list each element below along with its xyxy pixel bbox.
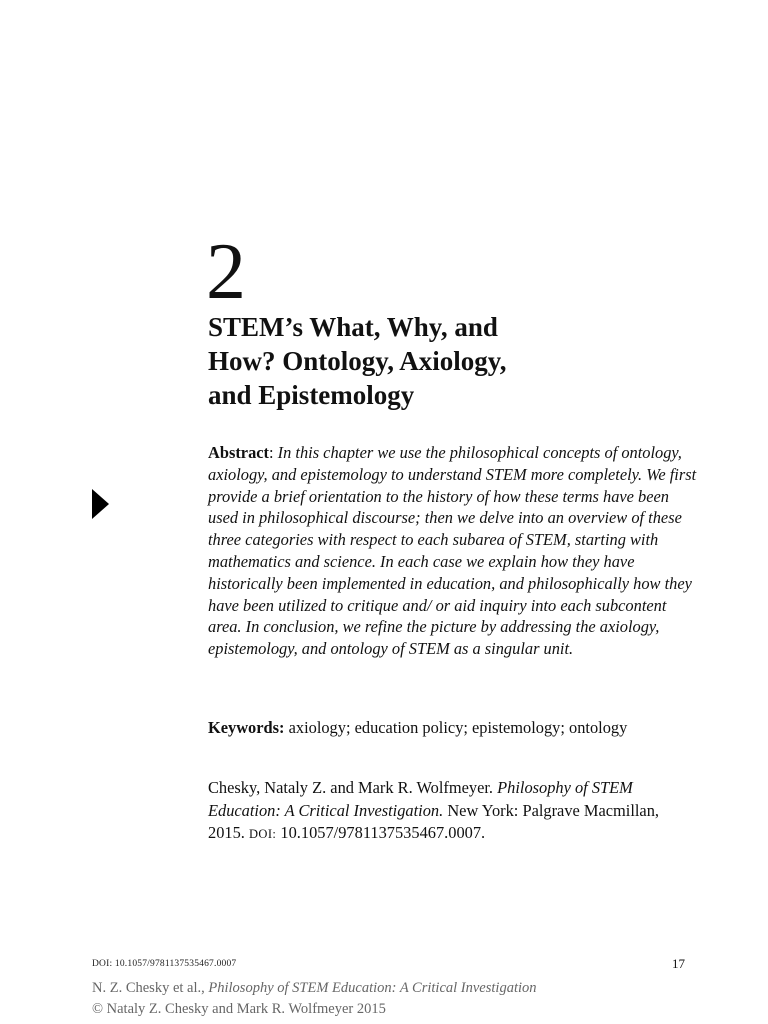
chapter-title-line: and Epistemology xyxy=(208,380,415,410)
keywords-label: Keywords: xyxy=(208,718,285,737)
keywords-text: axiology; education policy; epistemology; ontology xyxy=(288,718,628,737)
chapter-number: 2 xyxy=(206,228,246,316)
citation-authors: Chesky, Nataly Z. and Mark R. Wolfmeyer. xyxy=(208,778,494,797)
abstract: Abstract: In this chapter we use the philosophical concepts of ontology, axiology, and epistemology to understand STEM more completely. We first provide a brief orientation to the history of how these terms have been used in philosophical discourse; then we delve into an overview of these three categories with respect to each subarea of STEM, starting with mathematics and science. In each case we explain how they have historically been implemented in education, and philosophically how they have been utilized to critique and/ or aid inquiry into each subcontent area. In conclusion, we refine the picture by addressing the axiology, epistemology, and ontology of STEM as a singular unit. xyxy=(208,443,697,659)
citation-publisher: New York: Palgrave Macmillan, 2015. xyxy=(208,800,660,842)
keywords xyxy=(208,717,678,739)
page-number: 17 xyxy=(672,956,685,971)
abstract-label: Abstract xyxy=(208,443,269,462)
footer-source-title: Philosophy of STEM Education: A Critical Investigation xyxy=(208,980,537,996)
footer-source-line xyxy=(92,978,537,999)
right-triangle-arrow-icon xyxy=(92,489,109,519)
citation-doi[interactable]: 10.1057/9781137535467.0007. xyxy=(280,823,486,842)
footer-source-authors: N. Z. Chesky et al., xyxy=(92,980,205,996)
chapter-title xyxy=(208,310,648,412)
footer-doi[interactable]: DOI: 10.1057/9781137535467.0007 xyxy=(92,959,237,969)
footer-copyright: © Nataly Z. Chesky and Mark R. Wolfmeyer 2015 xyxy=(92,1001,386,1017)
footer-source xyxy=(92,978,537,1020)
chapter-title-line: STEM’s What, Why, and xyxy=(208,312,498,342)
abstract-text: In this chapter we use the philosophical concepts of ontology, axiology, and epistemology to understand STEM more completely. We first provide a brief orientation to the history of how these terms have been used in philosophical discourse; then we delve into an overview of these three categories with respect to each subarea of STEM, starting with mathematics and science. In each case we explain how they have historically been implemented in education, and philosophically how they have been utilized to critique and/ or aid inquiry into each subcontent area. In conclusion, we refine the picture by addressing the axiology, epistemology, and ontology of STEM as a singular unit. xyxy=(208,443,697,659)
citation xyxy=(208,777,698,846)
chapter-title-line: How? Ontology, Axiology, xyxy=(208,346,507,376)
citation-book-title: Philosophy of STEM Education: A Critical Investigation. xyxy=(208,778,633,820)
citation-doi-label: DOI: xyxy=(249,827,277,841)
